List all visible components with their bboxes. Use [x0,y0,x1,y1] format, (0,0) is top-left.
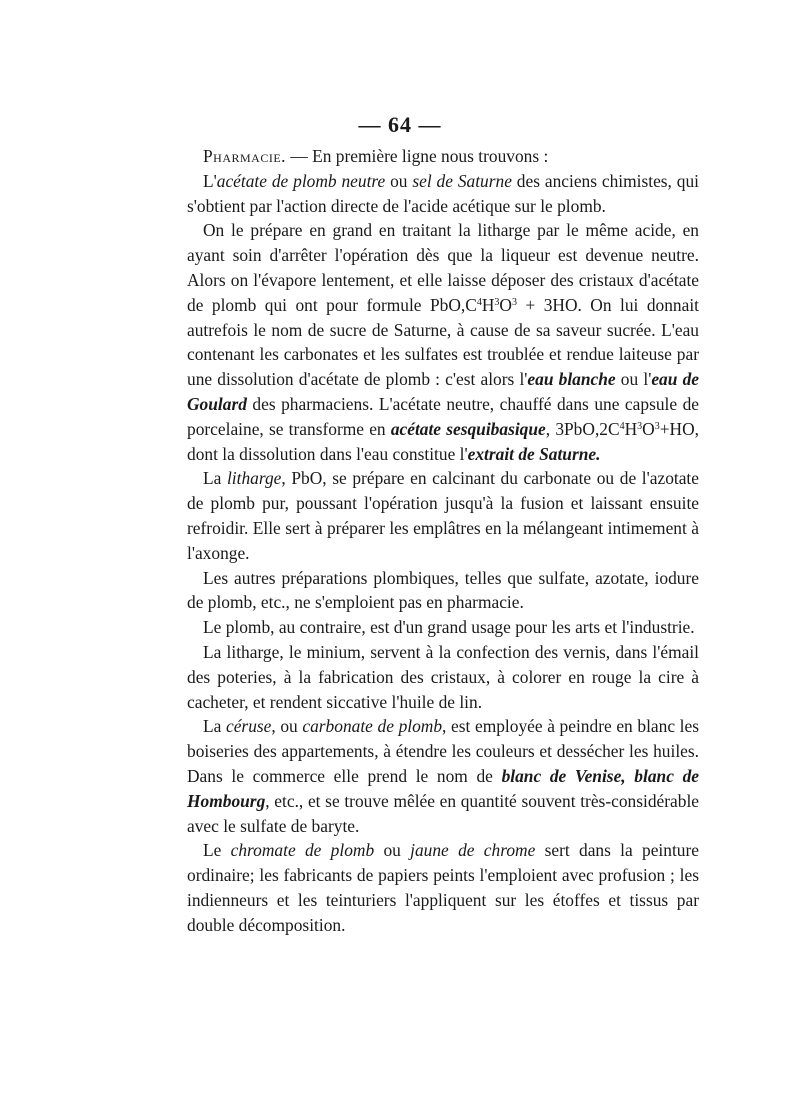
paragraph-ceruse: La céruse, ou carbonate de plomb, est employée à peindre en blanc les boiseries des appartements, à étendre les couleurs et dessécher les huiles. Dans le commerce elle prend le nom de blanc de Venise, blanc de Hombourg, etc., et se trouve mêlée en quantité souvent très-considérable avec le sulfate de baryte. [187,716,699,836]
paragraph-autres-preparations: Les autres préparations plombiques, telles que sulfate, azotate, iodure de plomb, etc., ne s'emploient pas en pharmacie. [187,567,699,613]
paragraph-usage-plomb: Le plomb, au contraire, est d'un grand usage pour les arts et l'industrie. [203,617,695,638]
paragraph-chromate: Le chromate de plomb ou jaune de chrome sert dans la peinture ordinaire; les fabricants de papiers peints l'emploient avec profusion ; les indienneurs et les teinturiers l'appliquent sur les étoffes et tissus par double décomposition. [187,840,699,935]
paragraph-pharmacie: Pharmacie. — En première ligne nous trouvons : [203,146,549,166]
paragraph-preparation: On le prépare en grand en traitant la litharge par le même acide, en ayant soin d'arrêter l'opération dès que la liqueur est devenue neutre. Alors on l'évapore lentement, et elle laisse déposer des cristaux d'acétate de plomb qui ont pour formule $PbO,C^4H^3O^3 + 3HO$. On lui donnait autrefois le nom de sucre de Saturne, à cause de sa saveur sucrée. L'eau contenant les carbonates et les sulfates est troublée et rendue laiteuse par une dissolution d'acétate de plomb : c'est alors l'eau blanche ou l'eau de Goulard des pharmaciens. L'acétate neutre, chauffé dans une capsule de porcelaine, se transforme en acétate sesquibasique, $3PbO,2C^4H^3O^3+HO$, dont la dissolution dans l'eau constitue l'extrait de Saturne. [187,220,699,464]
section-heading: Pharmacie. [203,146,287,166]
page-number: — 64 — [358,112,442,137]
paragraph-acetate-neutre: L'acétate de plomb neutre ou sel de Saturne des anciens chimistes, qui s'obtient par l'action directe de l'acide acétique sur le plomb. [187,170,699,216]
paragraph-litharge: La litharge, PbO, se prépare en calcinant du carbonate ou de l'azotate de plomb pur, poussant l'opération jusqu'à la fusion et laissant ensuite refroidir. Elle sert à préparer les emplâtres en la mélangeant intimement à l'axonge. [187,468,699,563]
paragraph-litharge-minium: La litharge, le minium, servent à la confection des vernis, dans l'émail des poteries, à la fabrication des cristaux, à colorer en rouge la cire à cacheter, et rendent siccative l'huile de lin. [187,641,699,712]
body-text [187,144,699,938]
